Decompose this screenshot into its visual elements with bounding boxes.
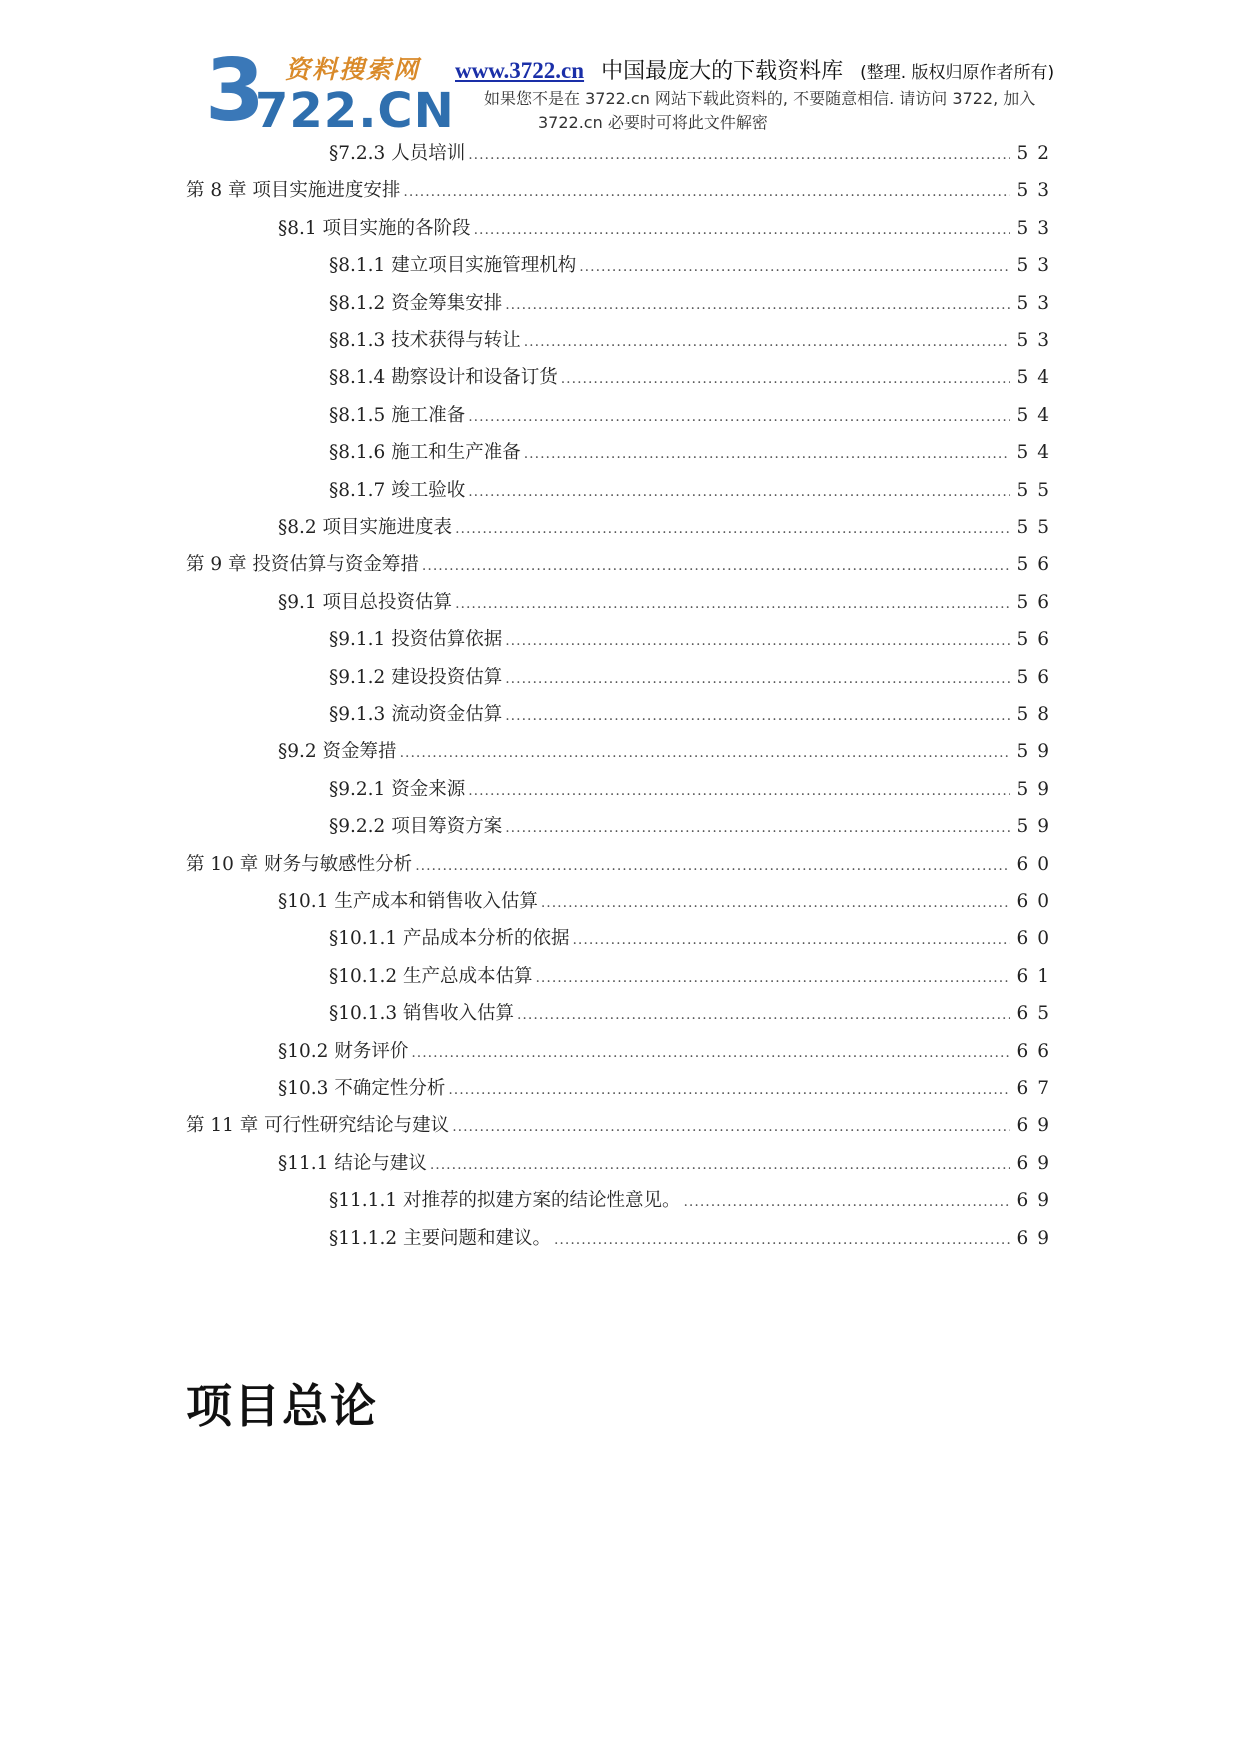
toc-entry[interactable] <box>329 366 1058 390</box>
toc-entry[interactable] <box>186 553 1058 577</box>
logo-number: 3 <box>205 41 265 141</box>
toc-entry[interactable] <box>329 292 1058 316</box>
toc-entry[interactable] <box>329 628 1058 652</box>
toc-entry-label: §9.2.2 项目筹资方案 <box>329 816 503 837</box>
toc-entry-label: §10.1.3 销售收入估算 <box>329 1003 514 1024</box>
toc-entry-label: §11.1.2 主要问题和建议。 <box>329 1228 551 1249</box>
toc-entry-label: §9.1.3 流动资金估算 <box>329 704 503 725</box>
toc-page-number: 58 <box>1016 704 1058 725</box>
toc-entry[interactable] <box>329 965 1058 989</box>
toc-dot-leader <box>415 854 1010 878</box>
toc-page-number: 65 <box>1016 1003 1058 1024</box>
toc-dot-leader <box>452 1115 1010 1139</box>
page-header <box>0 0 1241 140</box>
toc-entry-label: §10.3 不确定性分析 <box>278 1078 446 1099</box>
toc-entry[interactable] <box>186 853 1058 877</box>
toc-entry[interactable] <box>329 1189 1058 1213</box>
toc-entry[interactable] <box>329 329 1058 353</box>
toc-dot-leader <box>455 517 1010 541</box>
toc-entry-label: §8.1.5 施工准备 <box>329 405 466 426</box>
toc-dot-leader <box>572 928 1010 952</box>
toc-entry[interactable] <box>186 1114 1058 1138</box>
toc-page-number: 56 <box>1016 667 1058 688</box>
toc-page-number: 56 <box>1016 592 1058 613</box>
toc-dot-leader <box>517 1003 1010 1027</box>
toc-dot-leader <box>448 1078 1010 1102</box>
toc-entry-label: §9.2.1 资金来源 <box>329 779 466 800</box>
toc-entry[interactable] <box>329 778 1058 802</box>
toc-dot-leader <box>579 255 1010 279</box>
toc-dot-leader <box>468 405 1010 429</box>
toc-entry-label: §8.1.2 资金筹集安排 <box>329 293 503 314</box>
toc-entry[interactable] <box>278 1152 1058 1176</box>
toc-dot-leader <box>541 891 1011 915</box>
toc-entry-label: 第 8 章 项目实施进度安排 <box>186 180 401 201</box>
toc-page-number: 53 <box>1016 293 1058 314</box>
toc-dot-leader <box>468 480 1010 504</box>
site-logo[interactable] <box>205 41 455 141</box>
disclaimer-line-1: 如果您不是在 3722.cn 网站下载此资料的, 不要随意相信. 请访问 3722, 加入 <box>484 89 1036 108</box>
toc-entry[interactable] <box>278 591 1058 615</box>
toc-entry[interactable] <box>329 479 1058 503</box>
toc-page-number: 59 <box>1016 741 1058 762</box>
toc-page-number: 52 <box>1016 143 1058 164</box>
toc-page-number: 69 <box>1016 1153 1058 1174</box>
toc-entry-label: §10.1.1 产品成本分析的依据 <box>329 928 570 949</box>
toc-dot-leader <box>411 1041 1010 1065</box>
toc-page-number: 69 <box>1016 1115 1058 1136</box>
toc-dot-leader <box>468 779 1010 803</box>
toc-dot-leader <box>505 667 1010 691</box>
toc-entry-label: §8.1 项目实施的各阶段 <box>278 218 471 239</box>
toc-dot-leader <box>561 367 1011 391</box>
toc-entry-label: §8.1.7 竣工验收 <box>329 480 466 501</box>
toc-page-number: 56 <box>1016 554 1058 575</box>
toc-page-number: 53 <box>1016 180 1058 201</box>
toc-entry-label: §9.1.1 投资估算依据 <box>329 629 503 650</box>
site-tagline: 中国最庞大的下载资料库 <box>601 59 844 84</box>
toc-entry-label: 第 11 章 可行性研究结论与建议 <box>186 1115 450 1136</box>
toc-page-number: 67 <box>1016 1078 1058 1099</box>
toc-entry[interactable] <box>278 516 1058 540</box>
header-line <box>455 54 1054 85</box>
toc-entry-label: §10.1.2 生产总成本估算 <box>329 966 533 987</box>
toc-entry[interactable] <box>186 179 1058 203</box>
toc-page-number: 59 <box>1016 779 1058 800</box>
toc-page-number: 54 <box>1016 405 1058 426</box>
site-url-link[interactable]: www.3722.cn <box>455 58 585 83</box>
toc-dot-leader <box>474 218 1011 242</box>
copyright-note: (整理. 版权归原作者所有) <box>860 63 1055 83</box>
logo-domain: 722.CN <box>255 83 455 139</box>
toc-entry-label: §7.2.3 人员培训 <box>329 143 466 164</box>
toc-dot-leader <box>505 629 1010 653</box>
toc-page-number: 69 <box>1016 1228 1058 1249</box>
toc-page-number: 60 <box>1016 928 1058 949</box>
toc-dot-leader <box>524 442 1011 466</box>
disclaimer-line-2: 3722.cn 必要时可将此文件解密 <box>538 113 768 132</box>
toc-entry[interactable] <box>329 1227 1058 1251</box>
toc-entry[interactable] <box>329 1002 1058 1026</box>
toc-entry-label: §10.2 财务评价 <box>278 1041 409 1062</box>
toc-dot-leader <box>505 816 1010 840</box>
toc-page-number: 60 <box>1016 854 1058 875</box>
toc-entry-label: 第 9 章 投资估算与资金筹措 <box>186 554 419 575</box>
toc-entry[interactable] <box>278 217 1058 241</box>
toc-entry[interactable] <box>278 1040 1058 1064</box>
toc-page-number: 53 <box>1016 330 1058 351</box>
toc-entry-label: §10.1 生产成本和销售收入估算 <box>278 891 538 912</box>
toc-entry[interactable] <box>329 666 1058 690</box>
toc-entry-label: §8.1.4 勘察设计和设备订货 <box>329 367 558 388</box>
toc-page-number: 53 <box>1016 255 1058 276</box>
toc-entry-label: 第 10 章 财务与敏感性分析 <box>186 854 413 875</box>
toc-dot-leader <box>535 966 1010 990</box>
toc-entry[interactable] <box>278 1077 1058 1101</box>
toc-page-number: 55 <box>1016 517 1058 538</box>
section-title: 项目总论 <box>186 1379 378 1433</box>
toc-entry-label: §8.2 项目实施进度表 <box>278 517 453 538</box>
toc-dot-leader <box>430 1153 1011 1177</box>
toc-page-number: 59 <box>1016 816 1058 837</box>
toc-dot-leader <box>422 554 1011 578</box>
toc-dot-leader <box>455 592 1010 616</box>
toc-entry[interactable] <box>278 890 1058 914</box>
toc-entry-label: §11.1.1 对推荐的拟建方案的结论性意见。 <box>329 1190 681 1211</box>
toc-entry[interactable] <box>329 254 1058 278</box>
logo-chinese-text: 资料搜索网 <box>285 55 421 84</box>
toc-entry[interactable] <box>278 740 1058 764</box>
toc-entry[interactable] <box>329 815 1058 839</box>
toc-dot-leader <box>468 143 1010 167</box>
toc-dot-leader <box>554 1228 1010 1252</box>
toc-entry-label: §9.2 资金筹措 <box>278 741 397 762</box>
toc-dot-leader <box>505 293 1010 317</box>
toc-entry-label: §8.1.1 建立项目实施管理机构 <box>329 255 577 276</box>
toc-dot-leader <box>403 180 1010 204</box>
toc-entry[interactable] <box>329 927 1058 951</box>
toc-entry-label: §11.1 结论与建议 <box>278 1153 427 1174</box>
toc-page-number: 56 <box>1016 629 1058 650</box>
toc-entry-label: §8.1.3 技术获得与转让 <box>329 330 521 351</box>
toc-entry[interactable] <box>329 441 1058 465</box>
toc-page-number: 60 <box>1016 891 1058 912</box>
toc-page-number: 69 <box>1016 1190 1058 1211</box>
toc-dot-leader <box>524 330 1011 354</box>
toc-entry[interactable] <box>329 142 1058 166</box>
toc-entry-label: §9.1 项目总投资估算 <box>278 592 453 613</box>
toc-entry-label: §8.1.6 施工和生产准备 <box>329 442 521 463</box>
toc-dot-leader <box>400 741 1011 765</box>
toc-page-number: 61 <box>1016 966 1058 987</box>
toc-page-number: 55 <box>1016 480 1058 501</box>
toc-page-number: 54 <box>1016 442 1058 463</box>
toc-entry-label: §9.1.2 建设投资估算 <box>329 667 503 688</box>
toc-dot-leader <box>683 1190 1010 1214</box>
toc-dot-leader <box>505 704 1010 728</box>
toc-entry[interactable] <box>329 703 1058 727</box>
toc-page-number: 53 <box>1016 218 1058 239</box>
toc-entry[interactable] <box>329 404 1058 428</box>
toc-page-number: 66 <box>1016 1041 1058 1062</box>
toc-page-number: 54 <box>1016 367 1058 388</box>
